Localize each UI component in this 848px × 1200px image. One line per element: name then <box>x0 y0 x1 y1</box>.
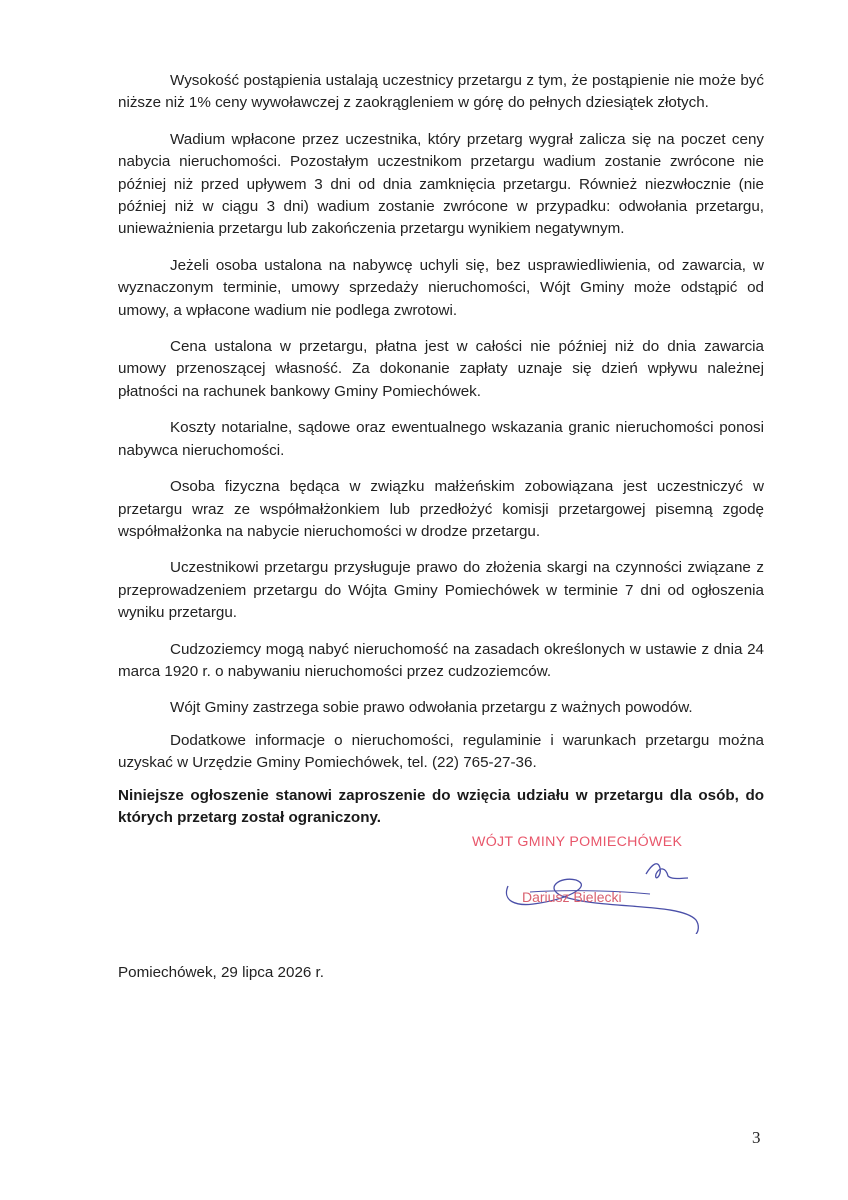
closing-statement: Niniejsze ogłoszenie stanowi zaproszenie do wzięcia udziału w przetargu dla osób, do których przetarg został ograniczony. <box>118 786 764 826</box>
stamp-name: Dariusz Bielecki <box>522 889 622 905</box>
paragraph-bid-increment: Wysokość postąpienia ustalają uczestnicy przetargu z tym, że postąpienie nie może być niższe niż 1% ceny wywoławczej z zaokrągleniem w górę do pełnych dziesiątek złotych. <box>118 72 764 112</box>
official-stamp <box>470 834 710 934</box>
paragraph-foreigners: Cudzoziemcy mogą nabyć nieruchomość na zasadach określonych w ustawie z dnia 24 marca 1920 r. o nabywaniu nieruchomości przez cudzoziemców. <box>118 640 764 680</box>
stamp-title: WÓJT GMINY POMIECHÓWEK <box>472 834 683 850</box>
page-number: 3 <box>752 1128 761 1147</box>
place-and-date: Pomiechówek, 29 lipca 2026 r. <box>118 964 324 981</box>
paragraph-married-participant: Osoba fizyczna będąca w związku małżeńskim zobowiązana jest uczestniczyć w przetargu wraz ze współmałżonkiem lub przedłożyć komisji przetargowej pisemną zgodę współmałżonka na nabycie nieruchomości w drodze przetargu. <box>118 478 764 540</box>
paragraph-deposit: Wadium wpłacone przez uczestnika, który przetarg wygrał zalicza się na poczet ceny nabycia nieruchomości. Pozostałym uczestnikom przetargu wadium zostanie zwrócone nie później niż przed upływem 3 dni od dnia zamknięcia przetargu. Również niezwłocznie (nie później niż w ciągu 3 dni) wadium zostanie zwrócone w przypadku: odwołania przetargu, unieważnienia przetargu lub zakończenia przetargu wynikiem negatywnym. <box>118 130 764 238</box>
paragraph-additional-info: Dodatkowe informacje o nieruchomości, regulaminie i warunkach przetargu można uzyskać w Urzędzie Gminy Pomiechówek, tel. (22) 765-27-36. <box>118 731 764 772</box>
document-body <box>118 70 764 843</box>
paragraph-cancellation-right: Wójt Gminy zastrzega sobie prawo odwołania przetargu z ważnych powodów. <box>170 699 693 717</box>
paragraph-complaint-right: Uczestnikowi przetargu przysługuje prawo do złożenia skargi na czynności związane z przeprowadzeniem przetargu do Wójta Gminy Pomiechówek w terminie 7 dni od ogłoszenia wyniku przetargu. <box>118 559 764 622</box>
paragraph-price-payment: Cena ustalona w przetargu, płatna jest w całości nie później niż do dnia zawarcia umowy przenoszącej własność. Za dokonanie zapłaty uznaje się dzień wpływu należnej płatności na rachunek bankowy Gminy Pomiechówek. <box>118 338 764 400</box>
paragraph-notary-costs: Koszty notarialne, sądowe oraz ewentualnego wskazania granic nieruchomości ponosi nabywca nieruchomości. <box>118 419 764 459</box>
paragraph-buyer-withdrawal: Jeżeli osoba ustalona na nabywcę uchyli się, bez usprawiedliwienia, od zawarcia, w wyznaczonym terminie, umowy sprzedaży nieruchomości, Wójt Gminy może odstąpić od umowy, a wpłacone wadium nie podlega zwrotowi. <box>118 256 764 319</box>
